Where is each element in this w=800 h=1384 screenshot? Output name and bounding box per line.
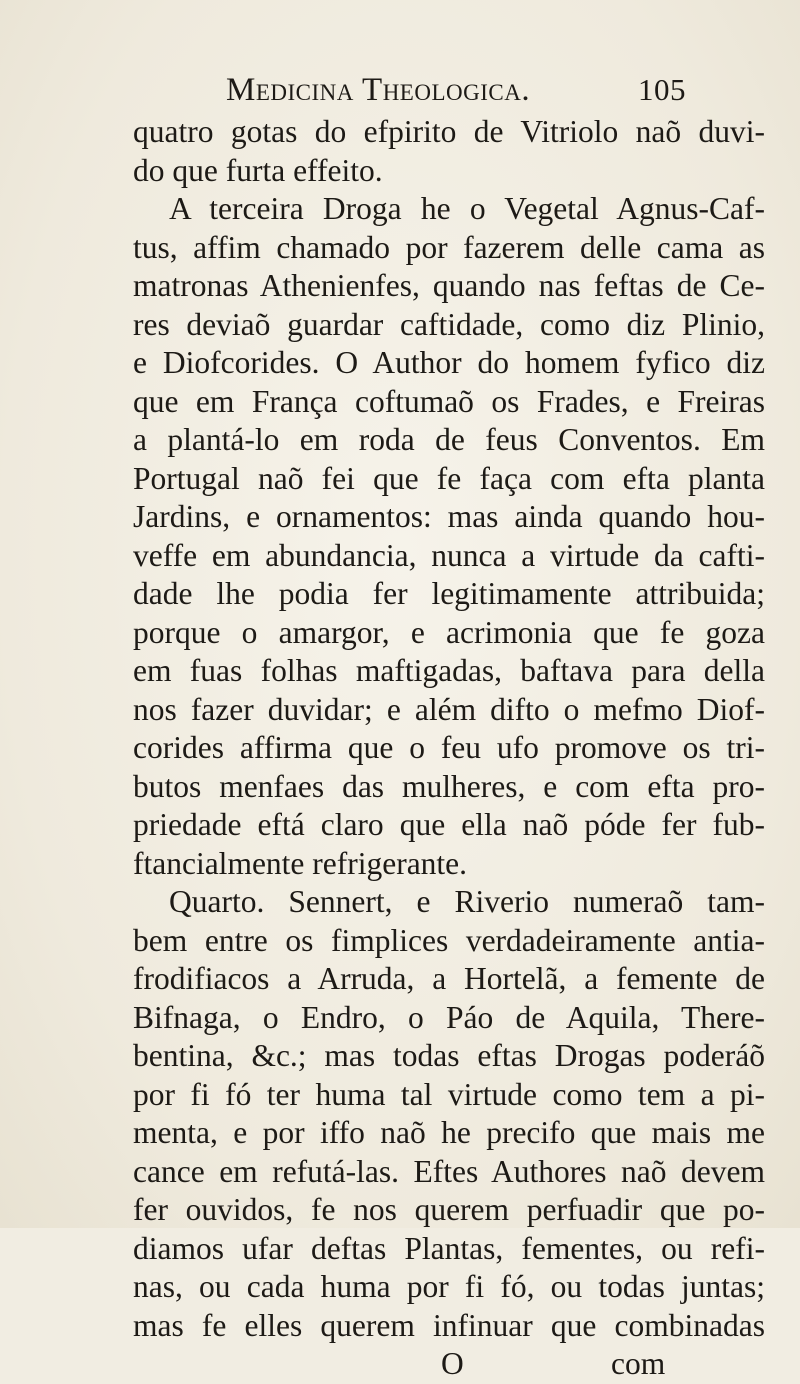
paragraph-start-line: A terceira Droga he o Vegetal Agnus-Caf- [169,191,765,226]
text-line: Portugal naõ fei que fe faça com efta planta [133,460,765,496]
text-line: tus, affim chamado por fazerem delle cama as [133,229,765,265]
signature-mark: O [441,1346,464,1381]
catchword-line [133,1345,765,1384]
text-line: priedade eftá claro que ella naõ póde fer fub- [133,807,765,842]
text-line: corides affirma que o feu ufo promove os tri- [133,730,765,765]
text-line: fer ouvidos, fe nos querem perfuadir que po- [133,1192,765,1227]
text-line: quatro gotas do efpirito de Vitriolo naõ duvi- [133,114,765,149]
catchword: com [611,1346,666,1381]
text-line: em fuas folhas maftigadas, baftava para della [133,653,765,688]
text-line: nos fazer duvidar; e além difto o mefmo Diof- [133,691,765,727]
text-line: ftancialmente refrigerante. [133,845,468,881]
page-number: 105 [638,72,686,107]
text-line: por fi fó ter huma tal virtude como tem a pi- [133,1076,765,1112]
text-line: porque o amargor, e acrimonia que fe goza [133,614,765,650]
text-line: que em França coftumaõ os Frades, e Freiras [133,383,765,419]
text-line: e Diofcorides. O Author do homem fyfico diz [133,345,765,380]
text-line: matronas Athenienfes, quando nas feftas de Ce- [133,268,765,303]
text-line: do que furta effeito. [133,152,383,188]
text-line: bentina, &c.; mas todas eftas Drogas poderáõ [133,1038,765,1073]
text-line: Jardins, e ornamentos: mas ainda quando hou- [133,499,765,534]
text-line: bem entre os fimplices verdadeiramente antia- [133,922,765,958]
text-line: veffe em abundancia, nunca a virtude da cafti- [133,537,765,573]
text-line: menta, e por iffo naõ he precifo que mais me [133,1115,765,1150]
text-line: Bifnaga, o Endro, o Páo de Aquila, There- [133,999,765,1035]
text-line: dade lhe podia fer legitimamente attribuida; [133,576,765,611]
text-line: butos menfaes das mulheres, e com efta pro- [133,768,765,804]
text-line: diamos ufar deftas Plantas, fementes, ou refi- [133,1230,765,1266]
text-line: mas fe elles querem infinuar que combinadas [133,1307,765,1343]
text-line: res deviaõ guardar caftidade, como diz Plinio, [133,306,765,342]
text-line: nas, ou cada huma por fi fó, ou todas juntas; [133,1269,765,1304]
paragraph-start-line: Quarto. Sennert, e Riverio numeraõ tam- [169,884,765,919]
body-text [133,113,765,1384]
text-line: cance em refutá-las. Eftes Authores naõ devem [133,1153,765,1189]
running-title: Medicina Theologica. [226,72,531,108]
running-head [226,72,686,116]
text-line: frodifiacos a Arruda, a Hortelã, a femente de [133,961,765,996]
text-line: a plantá-lo em roda de feus Conventos. Em [133,422,765,457]
